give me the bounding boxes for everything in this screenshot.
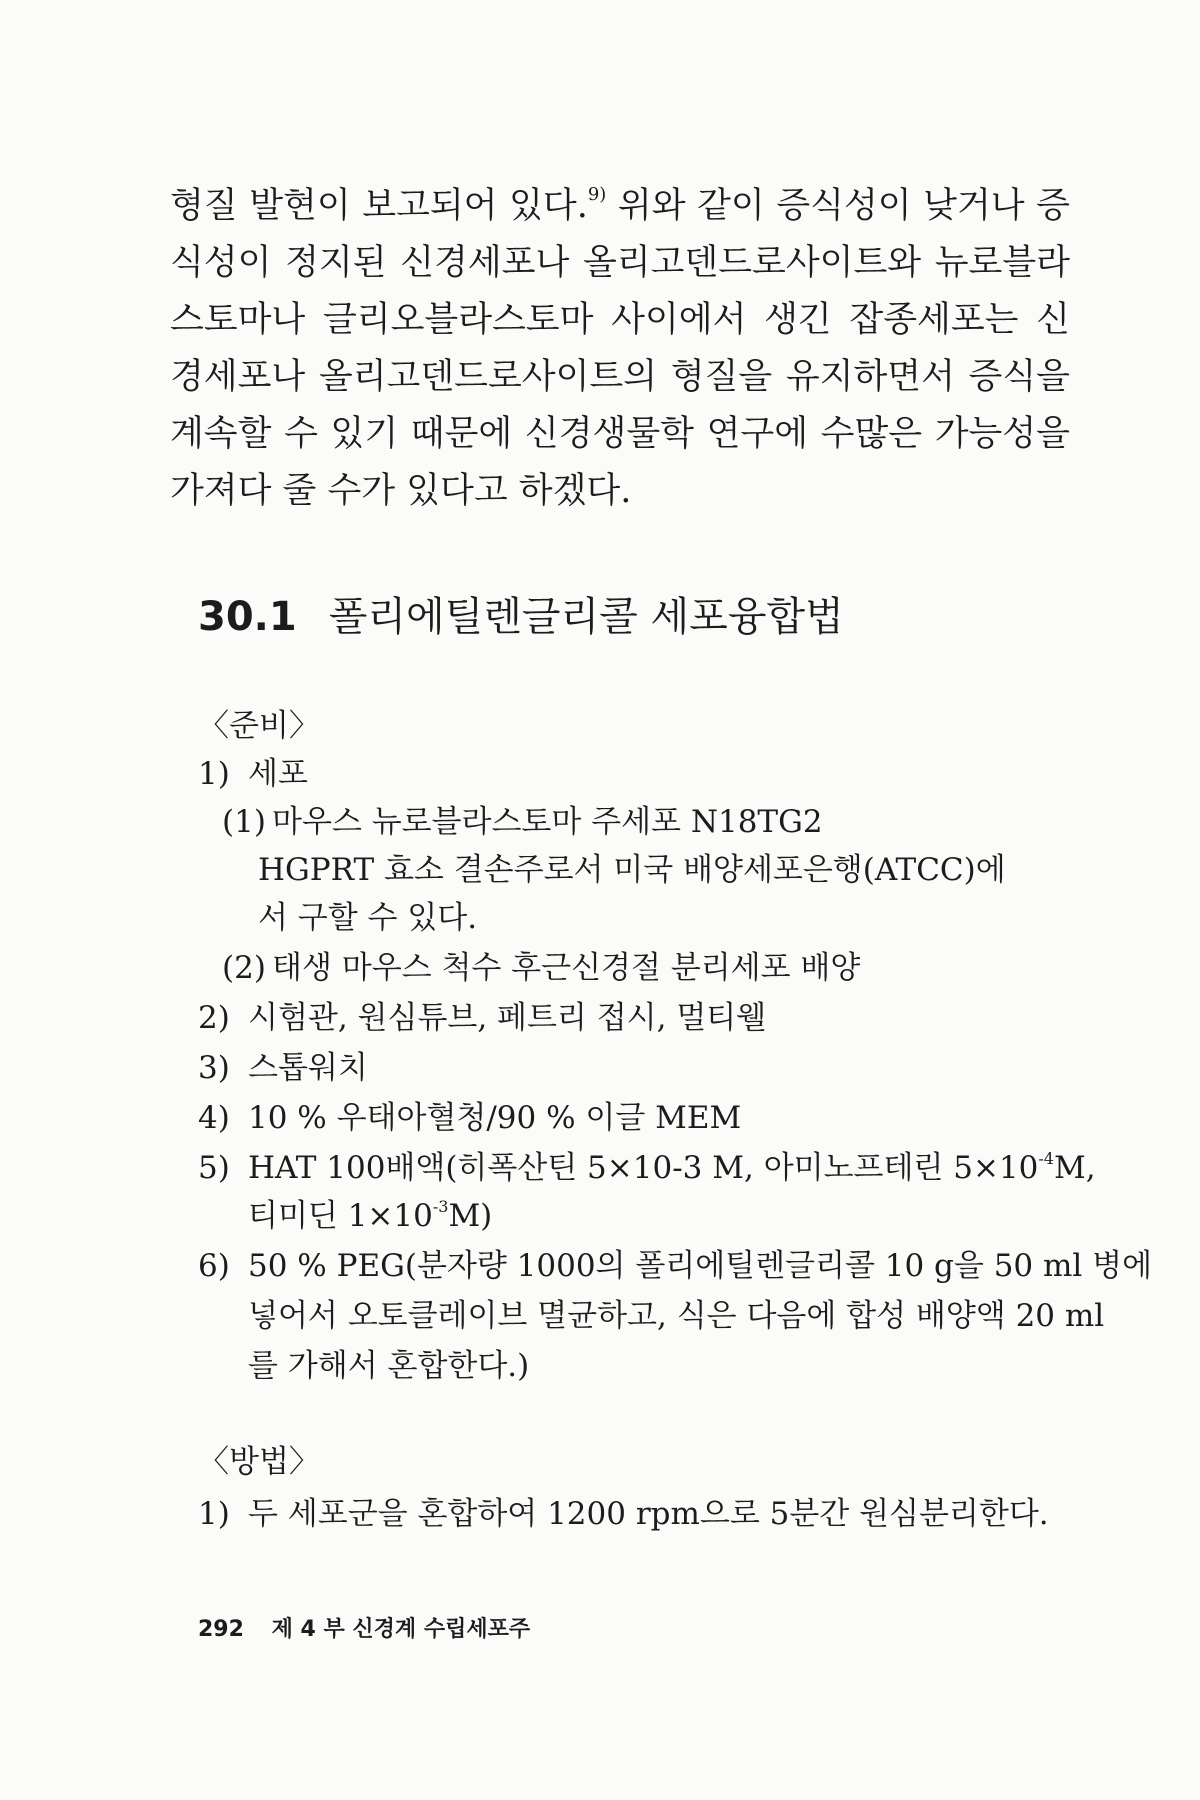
prep-item-5-line2-exponent: -3 [432, 1197, 449, 1216]
prep-item-1-1-text: 마우스 뉴로블라스토마 주세포 N18TG2 [272, 804, 823, 840]
method-heading: 〈방법〉 [198, 1444, 320, 1480]
prep-item-1-1 [222, 796, 823, 841]
prep-item-5-number: 5) [198, 1150, 230, 1186]
prep-item-4 [198, 1092, 741, 1137]
prep-item-6-continued-2: 를 가해서 혼합한다.) [248, 1348, 530, 1384]
running-footer: 제 4 부 신경계 수립세포주 [271, 1617, 531, 1642]
prep-item-2 [198, 992, 766, 1037]
prep-item-3 [198, 1042, 368, 1087]
prep-item-5-continued [248, 1190, 492, 1235]
prep-item-2-number: 2) [198, 1000, 230, 1036]
prep-item-1-number: 1) [198, 756, 230, 792]
section-number: 30.1 [198, 594, 297, 640]
prep-item-5-line2-text: 티미딘 1×10 [248, 1198, 433, 1234]
prep-item-3-text: 스톱워치 [248, 1050, 368, 1086]
intro-text-rest: 위와 같이 증식성이 낮거나 증식성이 정지된 신경세포나 올리고덴드로사이트와 뉴로블라스토마나 글리오블라스토마 사이에서 생긴 잡종세포는 신경세포나 올리고덴드로사이트의 형질을 유지하면서 증식을 계속할 수 있기 때문에 신경생물학 연구에 수많은 가능성을 가져다 줄 수가 있다고 하겠다. [170, 186, 1070, 511]
prep-item-1-2-text: 태생 마우스 척수 후근신경절 분리세포 배양 [272, 950, 861, 986]
footnote-reference: 9) [587, 184, 607, 205]
prep-item-6-text: 50 % PEG(분자량 1000의 폴리에틸렌글리콜 10 g을 50 ml 병에 [248, 1248, 1153, 1284]
section-heading [198, 585, 844, 642]
prep-item-5 [198, 1142, 1096, 1187]
prep-item-5-line2-end: M) [448, 1198, 493, 1234]
prep-item-6-number: 6) [198, 1248, 230, 1284]
prep-item-5-exponent: -4 [1038, 1149, 1054, 1168]
method-item-1-text: 두 세포군을 혼합하여 1200 rpm으로 5분간 원심분리한다. [248, 1496, 1049, 1532]
page-footer [198, 1612, 530, 1643]
prep-item-6-continued: 넣어서 오토클레이브 멸균하고, 식은 다음에 합성 배양액 20 ml [248, 1298, 1105, 1334]
prep-item-4-text: 10 % 우태아혈청/90 % 이글 MEM [248, 1100, 742, 1136]
prep-item-5-text: HAT 100배액(히폭산틴 5×10-3 M, 아미노프테린 5×10 [248, 1150, 1039, 1186]
prep-item-1-1-continued-2: 서 구할 수 있다. [258, 900, 478, 936]
section-title: 폴리에틸렌글리콜 세포융합법 [328, 594, 844, 640]
prep-item-1 [198, 748, 308, 793]
method-item-1-number: 1) [198, 1496, 230, 1532]
page-number: 292 [198, 1617, 244, 1642]
prep-item-1-2 [222, 942, 860, 987]
intro-text-start: 형질 발현이 보고되어 있다. [170, 186, 588, 226]
prep-item-1-1-continued: HGPRT 효소 결손주로서 미국 배양세포은행(ATCC)에 [258, 852, 1006, 888]
prep-item-4-number: 4) [198, 1100, 230, 1136]
method-item-1 [198, 1488, 1049, 1533]
prep-item-2-text: 시험관, 원심튜브, 페트리 접시, 멀티웰 [248, 1000, 767, 1036]
prep-item-3-number: 3) [198, 1050, 230, 1086]
prep-item-1-text: 세포 [248, 756, 308, 792]
prep-item-6 [198, 1240, 1152, 1285]
prep-item-1-2-number: (2) [222, 950, 266, 986]
prep-item-5-text-end: M, [1053, 1150, 1096, 1186]
intro-paragraph [170, 178, 1070, 520]
preparation-heading: 〈준비〉 [198, 708, 320, 744]
prep-item-1-1-number: (1) [222, 804, 266, 840]
